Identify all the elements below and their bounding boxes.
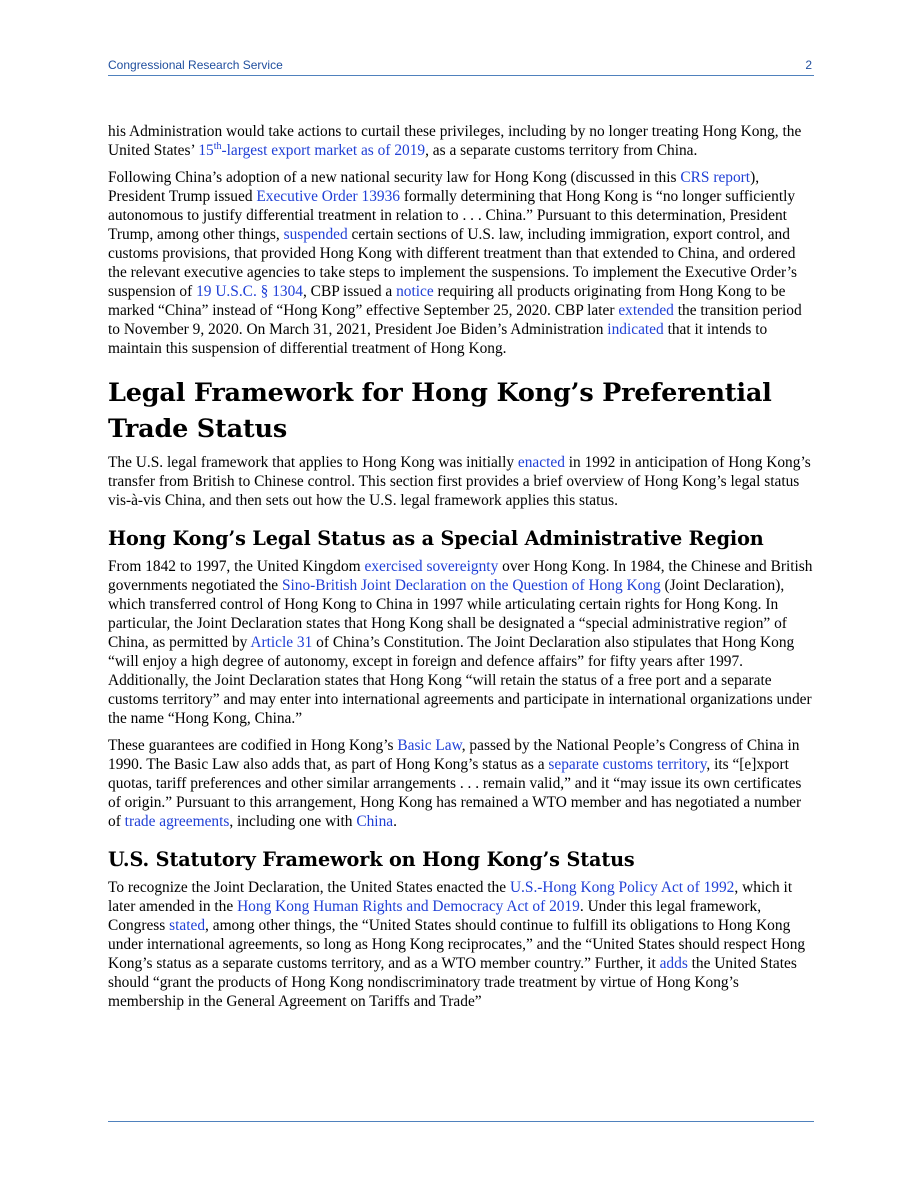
text: certain sections of U.S. law, including immigration, export control, and customs provisions, that provided Hong Kong with different treatment than that extended to China, and ordered the relevant executive agencies to take steps to implement the suspensions. To implement the Executive Order’s suspension of (108, 226, 798, 300)
link-trade-agreements[interactable]: trade agreements (124, 813, 230, 830)
link-executive-order[interactable]: Executive Order 13936 (256, 188, 400, 205)
link-basic-law[interactable]: Basic Law (397, 737, 462, 754)
link-text: 15 (198, 142, 214, 159)
text: , its “[e]xport quotas, tariff preferences and other similar arrangements . . . remain valid,” and it “may issue its own certificates of origin.” Pursuant to this arrangement, Hong Kong has remained a WTO member and has negotiated a number of (108, 756, 802, 830)
paragraph-legal-framework-intro (108, 453, 814, 510)
link-extended[interactable]: extended (618, 302, 674, 319)
link-human-rights-democracy-act[interactable]: Hong Kong Human Rights and Democracy Act of 2019 (237, 898, 580, 915)
text: the United States should “grant the products of Hong Kong nondiscriminatory trade treatment by virtue of Hong Kong’s membership in the General Agreement on Tariffs and Trade” (108, 955, 797, 1010)
text: the transition period to November 9, 2020. On March 31, 2021, President Joe Biden’s Administration (108, 302, 802, 338)
page-number: 2 (805, 58, 812, 72)
link-china[interactable]: China (356, 813, 394, 830)
subheading-us-statutory-framework: U.S. Statutory Framework on Hong Kong’s Status (108, 848, 635, 871)
text: of China’s Constitution. The Joint Declaration also stipulates that Hong Kong “will enjoy a high degree of autonomy, except in foreign and defence affairs” for fifty years after 1997. Additionally, the Joint Declaration states that Hong Kong “will retain the status of a free port and a separate customs territory” and may enter into international agreements and participate in international organizations under the name “Hong Kong, China.” (108, 634, 812, 727)
link-export-market[interactable] (198, 142, 425, 159)
text: . Under this legal framework, Congress (108, 898, 762, 934)
link-sino-british-joint-declaration[interactable]: Sino-British Joint Declaration on the Question of Hong Kong (281, 577, 661, 594)
footer-rule (108, 1121, 814, 1122)
link-crs-report[interactable]: CRS report (680, 169, 751, 186)
text: that it intends to maintain this suspension of differential treatment of Hong Kong. (108, 321, 768, 357)
text: The U.S. legal framework that applies to Hong Kong was initially (108, 454, 518, 471)
link-exercised-sovereignty[interactable]: exercised sovereignty (364, 558, 499, 575)
text: , including one with (229, 813, 357, 830)
text: ), President Trump issued (108, 169, 760, 205)
text: over Hong Kong. In 1984, the Chinese and British governments negotiated the (108, 558, 813, 594)
link-text: -largest export market as of 2019 (221, 142, 426, 159)
link-notice[interactable]: notice (396, 283, 434, 300)
subheading-legal-status: Hong Kong’s Legal Status as a Special Administrative Region (108, 527, 764, 550)
text: (Joint Declaration), which transferred control of Hong Kong to China in 1997 while articulating certain rights for Hong Kong. In particular, the Joint Declaration states that Hong Kong shall be designated a “special administrative region” of China, as permitted by (108, 577, 787, 651)
link-separate-customs-territory[interactable]: separate customs territory (548, 756, 707, 773)
text: , which it later amended in the (108, 879, 793, 915)
section-heading-legal-framework (108, 375, 814, 447)
link-enacted[interactable]: enacted (517, 454, 565, 471)
heading-line: Trade Status (108, 414, 288, 444)
text: , CBP issued a (302, 283, 397, 300)
text: To recognize the Joint Declaration, the United States enacted the (108, 879, 510, 896)
paragraph-national-security-law (108, 168, 814, 358)
paragraph-us-policy-act (108, 878, 814, 1011)
text: in 1992 in anticipation of Hong Kong’s transfer from British to Chinese control. This section first provides a brief overview of Hong Kong’s legal status vis-à-vis China, and then sets out how the U.S. legal framework applies this status. (108, 454, 811, 509)
text: Following China’s adoption of a new national security law for Hong Kong (discussed in this (108, 169, 681, 186)
text: From 1842 to 1997, the United Kingdom (108, 558, 365, 575)
text: formally determining that Hong Kong is “no longer sufficiently autonomous to justify differential treatment in relation to . . . China.” Pursuant to this determination, President Trump, among other things, (108, 188, 796, 243)
text: These guarantees are codified in Hong Kong’s (108, 737, 398, 754)
text: requiring all products originating from Hong Kong to be marked “China” instead of “Hong Kong” effective September 25, 2020. CBP later (108, 283, 786, 319)
text: his Administration would take actions to curtail these privileges, including by no longer treating Hong Kong, the United States’ (108, 123, 802, 159)
header-org-name: Congressional Research Service (108, 58, 283, 72)
heading-line: Legal Framework for Hong Kong’s Preferential (108, 378, 772, 408)
text: , passed by the National People’s Congress of China in 1990. The Basic Law also adds that, as part of Hong Kong’s status as a (108, 737, 800, 773)
header-rule (108, 75, 814, 76)
link-article-31[interactable]: Article 31 (250, 634, 313, 651)
superscript: th (213, 141, 222, 152)
text: . (393, 813, 397, 830)
link-suspended[interactable]: suspended (283, 226, 348, 243)
link-us-hong-kong-policy-act[interactable]: U.S.-Hong Kong Policy Act of 1992 (509, 879, 735, 896)
paragraph-intro-continued (108, 122, 814, 160)
paragraph-basic-law (108, 736, 814, 831)
document-body (108, 122, 814, 1019)
page-header (108, 58, 814, 76)
text: , among other things, the “United States should continue to fulfill its obligations to Hong Kong under international agreements, so long as Hong Kong reciprocates,” and the “United States should respect Hong Kong’s status as a separate customs territory, and as a WTO member country.” Further, it (108, 917, 806, 972)
link-19-usc-1304[interactable]: 19 U.S.C. § 1304 (196, 283, 303, 300)
paragraph-joint-declaration (108, 557, 814, 728)
link-indicated[interactable]: indicated (607, 321, 664, 338)
link-stated[interactable]: stated (169, 917, 206, 934)
text: , as a separate customs territory from China. (425, 142, 698, 159)
link-adds[interactable]: adds (659, 955, 688, 972)
